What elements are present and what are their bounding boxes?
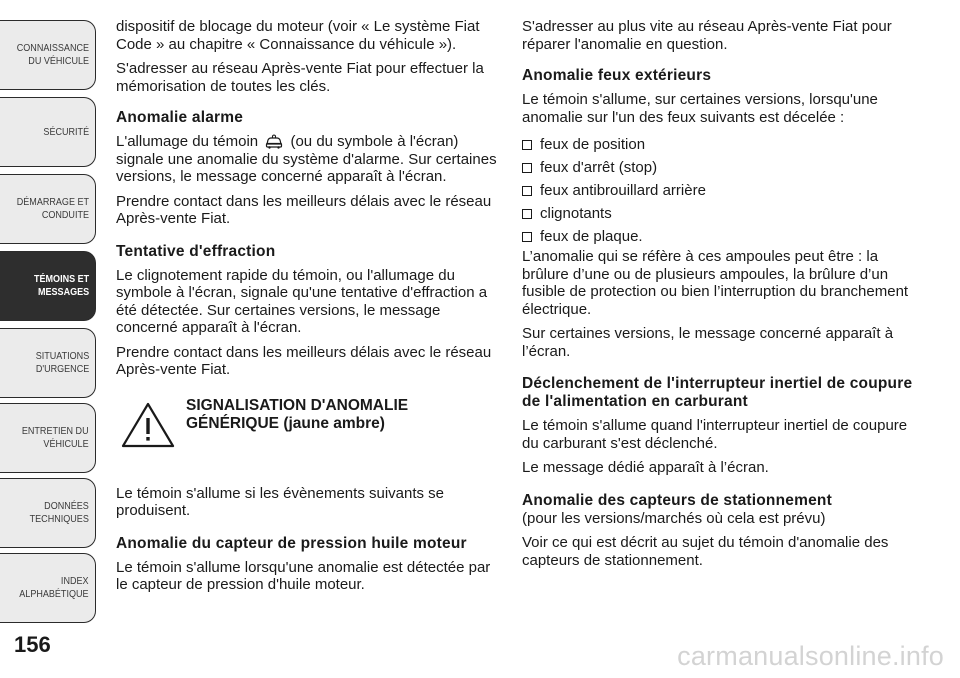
tab-label: INDEX ALPHABÉTIQUE — [19, 575, 89, 600]
paragraph: Prendre contact dans les meilleurs délais avec le réseau Après-vente Fiat. — [116, 343, 492, 378]
tab-label: SÉCURITÉ — [43, 125, 89, 138]
bullet-box-icon — [522, 186, 532, 196]
tab-label: TÉMOINS ET MESSAGES — [33, 273, 89, 298]
paragraph: Le témoin s'allume quand l'interrupteur inertiel de coupure du carburant s'est déclenché. — [522, 417, 908, 452]
section-subheading: (pour les versions/marchés où cela est prévu) — [522, 509, 826, 527]
tab-index-alphabetique[interactable] — [0, 553, 96, 623]
tab-demarrage-conduite[interactable] — [0, 174, 96, 244]
list-item — [522, 156, 922, 179]
list-item-text: feux de plaque. — [540, 227, 643, 245]
alarm-text-end: (ou du symbole à l'écran) signale une anomalie du système d'alarme. Sur certaines versions, le message concerné apparaît à l'écran. — [116, 133, 497, 185]
bullet-box-icon — [522, 163, 532, 173]
list-item — [522, 202, 922, 225]
paragraph: Le témoin s'allume, sur certaines versions, lorsqu'une anomalie sur l'un des feux suivants est décelée : — [522, 91, 878, 126]
alarm-text-start: L'allumage du témoin — [116, 133, 259, 150]
section-heading: Anomalie alarme — [116, 109, 244, 126]
section-heading: Anomalie du capteur de pression huile moteur — [116, 534, 467, 552]
left-column — [116, 18, 500, 601]
paragraph: Sur certaines versions, le message concerné apparaît à l’écran. — [522, 325, 894, 360]
tab-donnees-techniques[interactable] — [0, 478, 96, 548]
paragraph: L’anomalie qui se réfère à ces ampoules peut être : la brûlure d’une ou de plusieurs ampoules, la brûlure d’un fusible de protection ou bien l’interruption du branchement électrique. — [522, 248, 909, 318]
paragraph: Le témoin s'allume lorsqu'une anomalie est détectée par le capteur de pression d'huile moteur. — [116, 558, 491, 593]
tab-label: DÉMARRAGE ET CONDUITE — [16, 196, 89, 221]
paragraph: Voir ce qui est décrit au sujet du témoin d'anomalie des capteurs de stationnement. — [522, 534, 889, 569]
generic-warning-title: SIGNALISATION D'ANOMALIE GÉNÉRIQUE (jaune ambre) — [186, 396, 409, 432]
list-item-text: clignotants — [540, 204, 612, 222]
paragraph: Prendre contact dans les meilleurs délais avec le réseau Après-vente Fiat. — [116, 192, 492, 227]
tab-temoins-messages[interactable] — [0, 251, 96, 321]
watermark: carmanualsonline.info — [677, 641, 944, 671]
warning-triangle-icon — [120, 401, 176, 449]
paragraph: Le message dédié apparaît à l’écran. — [522, 459, 769, 476]
paragraph: S'adresser au réseau Après-vente Fiat pour effectuer la mémorisation de toutes les clés. — [116, 60, 484, 95]
list-item — [522, 133, 922, 156]
tab-label: CONNAISSANCE DU VÉHICULE — [16, 42, 89, 67]
section-heading: Anomalie des capteurs de stationnement — [522, 491, 832, 509]
bullet-box-icon — [522, 209, 532, 219]
section-heading: Déclenchement de l'interrupteur inertiel de coupure de l'alimentation en carburant — [522, 375, 913, 410]
page-number: 156 — [14, 632, 51, 657]
right-column — [522, 18, 922, 576]
paragraph: Le clignotement rapide du témoin, ou l'allumage du symbole à l'écran, signale qu'une tentative d'effraction a été détectée. Sur certaines versions, le message concerné apparaît à l'écran. — [116, 266, 488, 336]
tab-securite[interactable] — [0, 97, 96, 167]
tab-connaissance-vehicule[interactable] — [0, 20, 96, 90]
paragraph: dispositif de blocage du moteur (voir « Le système Fiat Code » au chapitre « Connaissance du véhicule »). — [116, 18, 480, 53]
generic-warning-block — [116, 397, 500, 479]
car-alarm-icon — [264, 133, 284, 149]
tab-label: SITUATIONS D'URGENCE — [35, 350, 89, 375]
tab-entretien-vehicule[interactable] — [0, 403, 96, 473]
section-heading: Anomalie feux extérieurs — [522, 67, 712, 84]
list-item-text: feux antibrouillard arrière — [540, 181, 706, 199]
paragraph: S'adresser au plus vite au réseau Après-vente Fiat pour réparer l'anomalie en question. — [522, 18, 892, 53]
list-item — [522, 225, 922, 248]
list-item-text: feux de position — [540, 135, 646, 153]
bullet-box-icon — [522, 140, 532, 150]
tab-label: ENTRETIEN DU VÉHICULE — [22, 425, 89, 450]
section-heading: Tentative d'effraction — [116, 242, 276, 260]
lamp-list — [522, 133, 922, 248]
bullet-box-icon — [522, 232, 532, 242]
list-item-text: feux d'arrêt (stop) — [540, 158, 658, 176]
list-item — [522, 179, 922, 202]
alarm-paragraph — [116, 133, 500, 186]
tab-label: DONNÉES TECHNIQUES — [29, 500, 89, 525]
tab-situations-urgence[interactable] — [0, 328, 96, 398]
paragraph: Le témoin s'allume si les évènements suivants se produisent. — [116, 484, 445, 519]
